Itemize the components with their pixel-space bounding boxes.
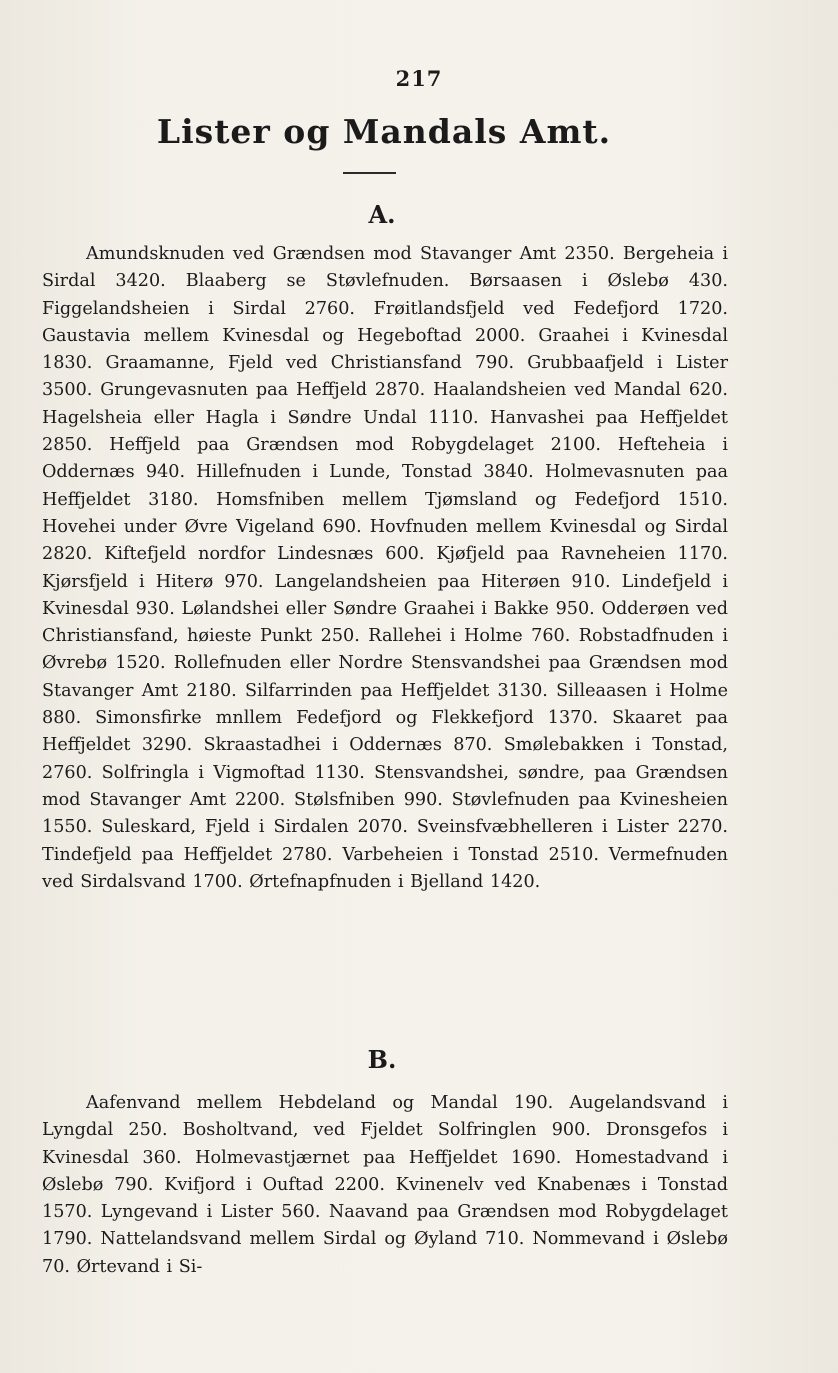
section-heading-a: A. (368, 200, 396, 229)
section-a-paragraph: Amundsknuden ved Grændsen mod Stavanger Amt 2350. Bergeheia i Sirdal 3420. Blaaberg se Støvlefnuden. Børsaasen i Øslebø 430. Figgelandsheien i Sirdal 2760. Frøitlandsfjeld ved Fedefjord 1720. Gaustavia mellem Kvinesdal og Hegeboftad 2000. Graahei i Kvinesdal 1830. Graamanne, Fjeld ved Christiansfand 790. Grubbaafjeld i Lister 3500. Grungevasnuten paa Heffjeld 2870. Haalandsheien ved Mandal 620. Hagelsheia eller Hagla i Søndre Undal 1110. Hanvashei paa Heffjeldet 2850. Heffjeld paa Grændsen mod Robygdelaget 2100. Hefteheia i Oddernæs 940. Hillefnuden i Lunde, Tonstad 3840. Holmevasnuten paa Heffjeldet 3180. Homsfniben mellem Tjømsland og Fedefjord 1510. Hovehei under Øvre Vigeland 690. Hovfnuden mellem Kvinesdal og Sirdal 2820. Kiftefjeld nordfor Lindesnæs 600. Kjøfjeld paa Ravneheien 1170. Kjørsfjeld i Hiterø 970. Langelandsheien paa Hiterøen 910. Lindefjeld i Kvinesdal 930. Lølandshei eller Søndre Graahei i Bakke 950. Odderøen ved Christiansfand, høieste Punkt 250. Rallehei i Holme 760. Robstadfnuden i Øvrebø 1520. Rollefnuden eller Nordre Stensvandshei paa Grændsen mod Stavanger Amt 2180. Silfarrinden paa Heffjeldet 3130. Silleaasen i Holme 880. Simonsfirke mnllem Fedefjord og Flekkefjord 1370. Skaaret paa Heffjeldet 3290. Skraastadhei i Oddernæs 870. Smølebakken i Tonstad, 2760. Solfringla i Vigmoftad 1130. Stensvandshei, søndre, paa Grændsen mod Stavanger Amt 2200. Stølsfniben 990. Støvlefnuden paa Kvinesheien 1550. Suleskard, Fjeld i Sirdalen 2070. Sveinsfvæbhelleren i Lister 2270. Tindefjeld paa Heffjeldet 2780. Varbeheien i Tonstad 2510. Vermefnuden ved Sirdalsvand 1700. Ørtefnapfnuden i Bjelland 1420. (42, 244, 728, 892)
page-number: 217 (395, 66, 443, 91)
section-heading-b: B. (367, 1045, 397, 1074)
page-title: Lister og Mandals Amt. (156, 112, 612, 151)
section-b-paragraph: Aafenvand mellem Hebdeland og Mandal 190. Augelandsvand i Lyngdal 250. Bosholtvand, ved Fjeldet Solfringlen 900. Dronsgefos i Kvinesdal 360. Holmevastjærnet paa Heffjeldet 1690. Homestadvand i Øslebø 790. Kvifjord i Ouftad 2200. Kvinenelv ved Knabenæs i Tonstad 1570. Lyngevand i Lister 560. Naavand paa Grændsen mod Robygdelaget 1790. Nattelandsvand mellem Sirdal og Øyland 710. Nommevand i Øslebø 70. Ørtevand i Si- (42, 1093, 728, 1277)
title-rule-divider (343, 172, 396, 174)
